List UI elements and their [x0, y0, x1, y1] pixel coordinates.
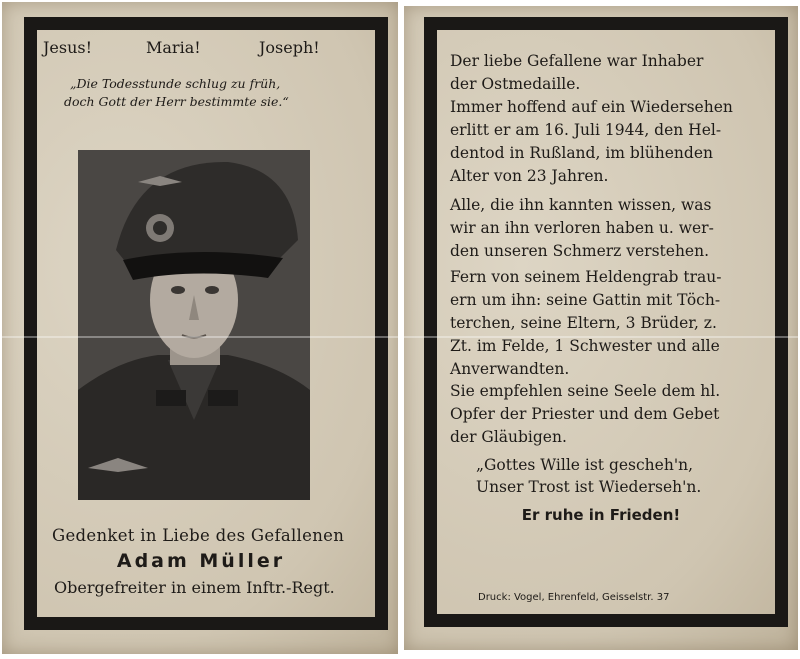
body-line: Alter von 23 Jahren. [450, 167, 609, 185]
body-line: ern um ihn: seine Gattin mit Töch- [450, 291, 721, 309]
body-line: der Gläubigen. [450, 428, 567, 446]
body-line: der Ostmedaille. [450, 75, 581, 93]
body-line: Fern von seinem Heldengrab trau- [450, 268, 722, 286]
body-line: Der liebe Gefallene war Inhaber [450, 52, 704, 70]
closing-quote-line: „Gottes Wille ist gescheh'n, [476, 456, 693, 474]
deceased-name: Adam Müller [116, 550, 286, 572]
body-line: Opfer der Priester und dem Gebet [450, 405, 720, 423]
body-line: Sie empfehlen seine Seele dem hl. [450, 382, 721, 400]
quote-line: „Die Todesstunde schlug zu früh, [70, 76, 281, 91]
body-line: dentod in Rußland, im blühenden [450, 144, 713, 162]
soldier-portrait-photo [78, 150, 310, 500]
body-line: den unseren Schmerz verstehen. [450, 242, 710, 260]
printer-credit: Druck: Vogel, Ehrenfeld, Geisselstr. 37 [478, 592, 670, 603]
rank-line: Obergefreiter in einem Inftr.-Regt. [54, 578, 335, 597]
body-line: Immer hoffend auf ein Wiedersehen [450, 98, 733, 116]
card-gap [398, 0, 404, 659]
memorial-line: Gedenket in Liebe des Gefallenen [52, 526, 345, 545]
holy-name-joseph: Joseph! [259, 38, 320, 57]
body-line: terchen, seine Eltern, 3 Brüder, z. [450, 314, 717, 332]
rest-in-peace-slogan: Er ruhe in Frieden! [521, 506, 681, 524]
holy-name-maria: Maria! [146, 38, 201, 57]
holy-name-jesus: Jesus! [43, 38, 93, 57]
body-line: Anverwandten. [450, 360, 570, 378]
quote-line: doch Gott der Herr bestimmte sie.“ [64, 94, 289, 109]
body-line: erlitt er am 16. Juli 1944, den Hel- [450, 121, 722, 139]
soldier-portrait-icon [78, 150, 310, 500]
memorial-card-right [404, 6, 798, 650]
closing-quote-line: Unser Trost ist Wiederseh'n. [476, 478, 702, 496]
body-line: Zt. im Felde, 1 Schwester und alle [450, 337, 720, 355]
body-line: wir an ihn verloren haben u. wer- [450, 219, 714, 237]
body-line: Alle, die ihn kannten wissen, was [450, 196, 712, 214]
memorial-card-left [2, 2, 400, 654]
